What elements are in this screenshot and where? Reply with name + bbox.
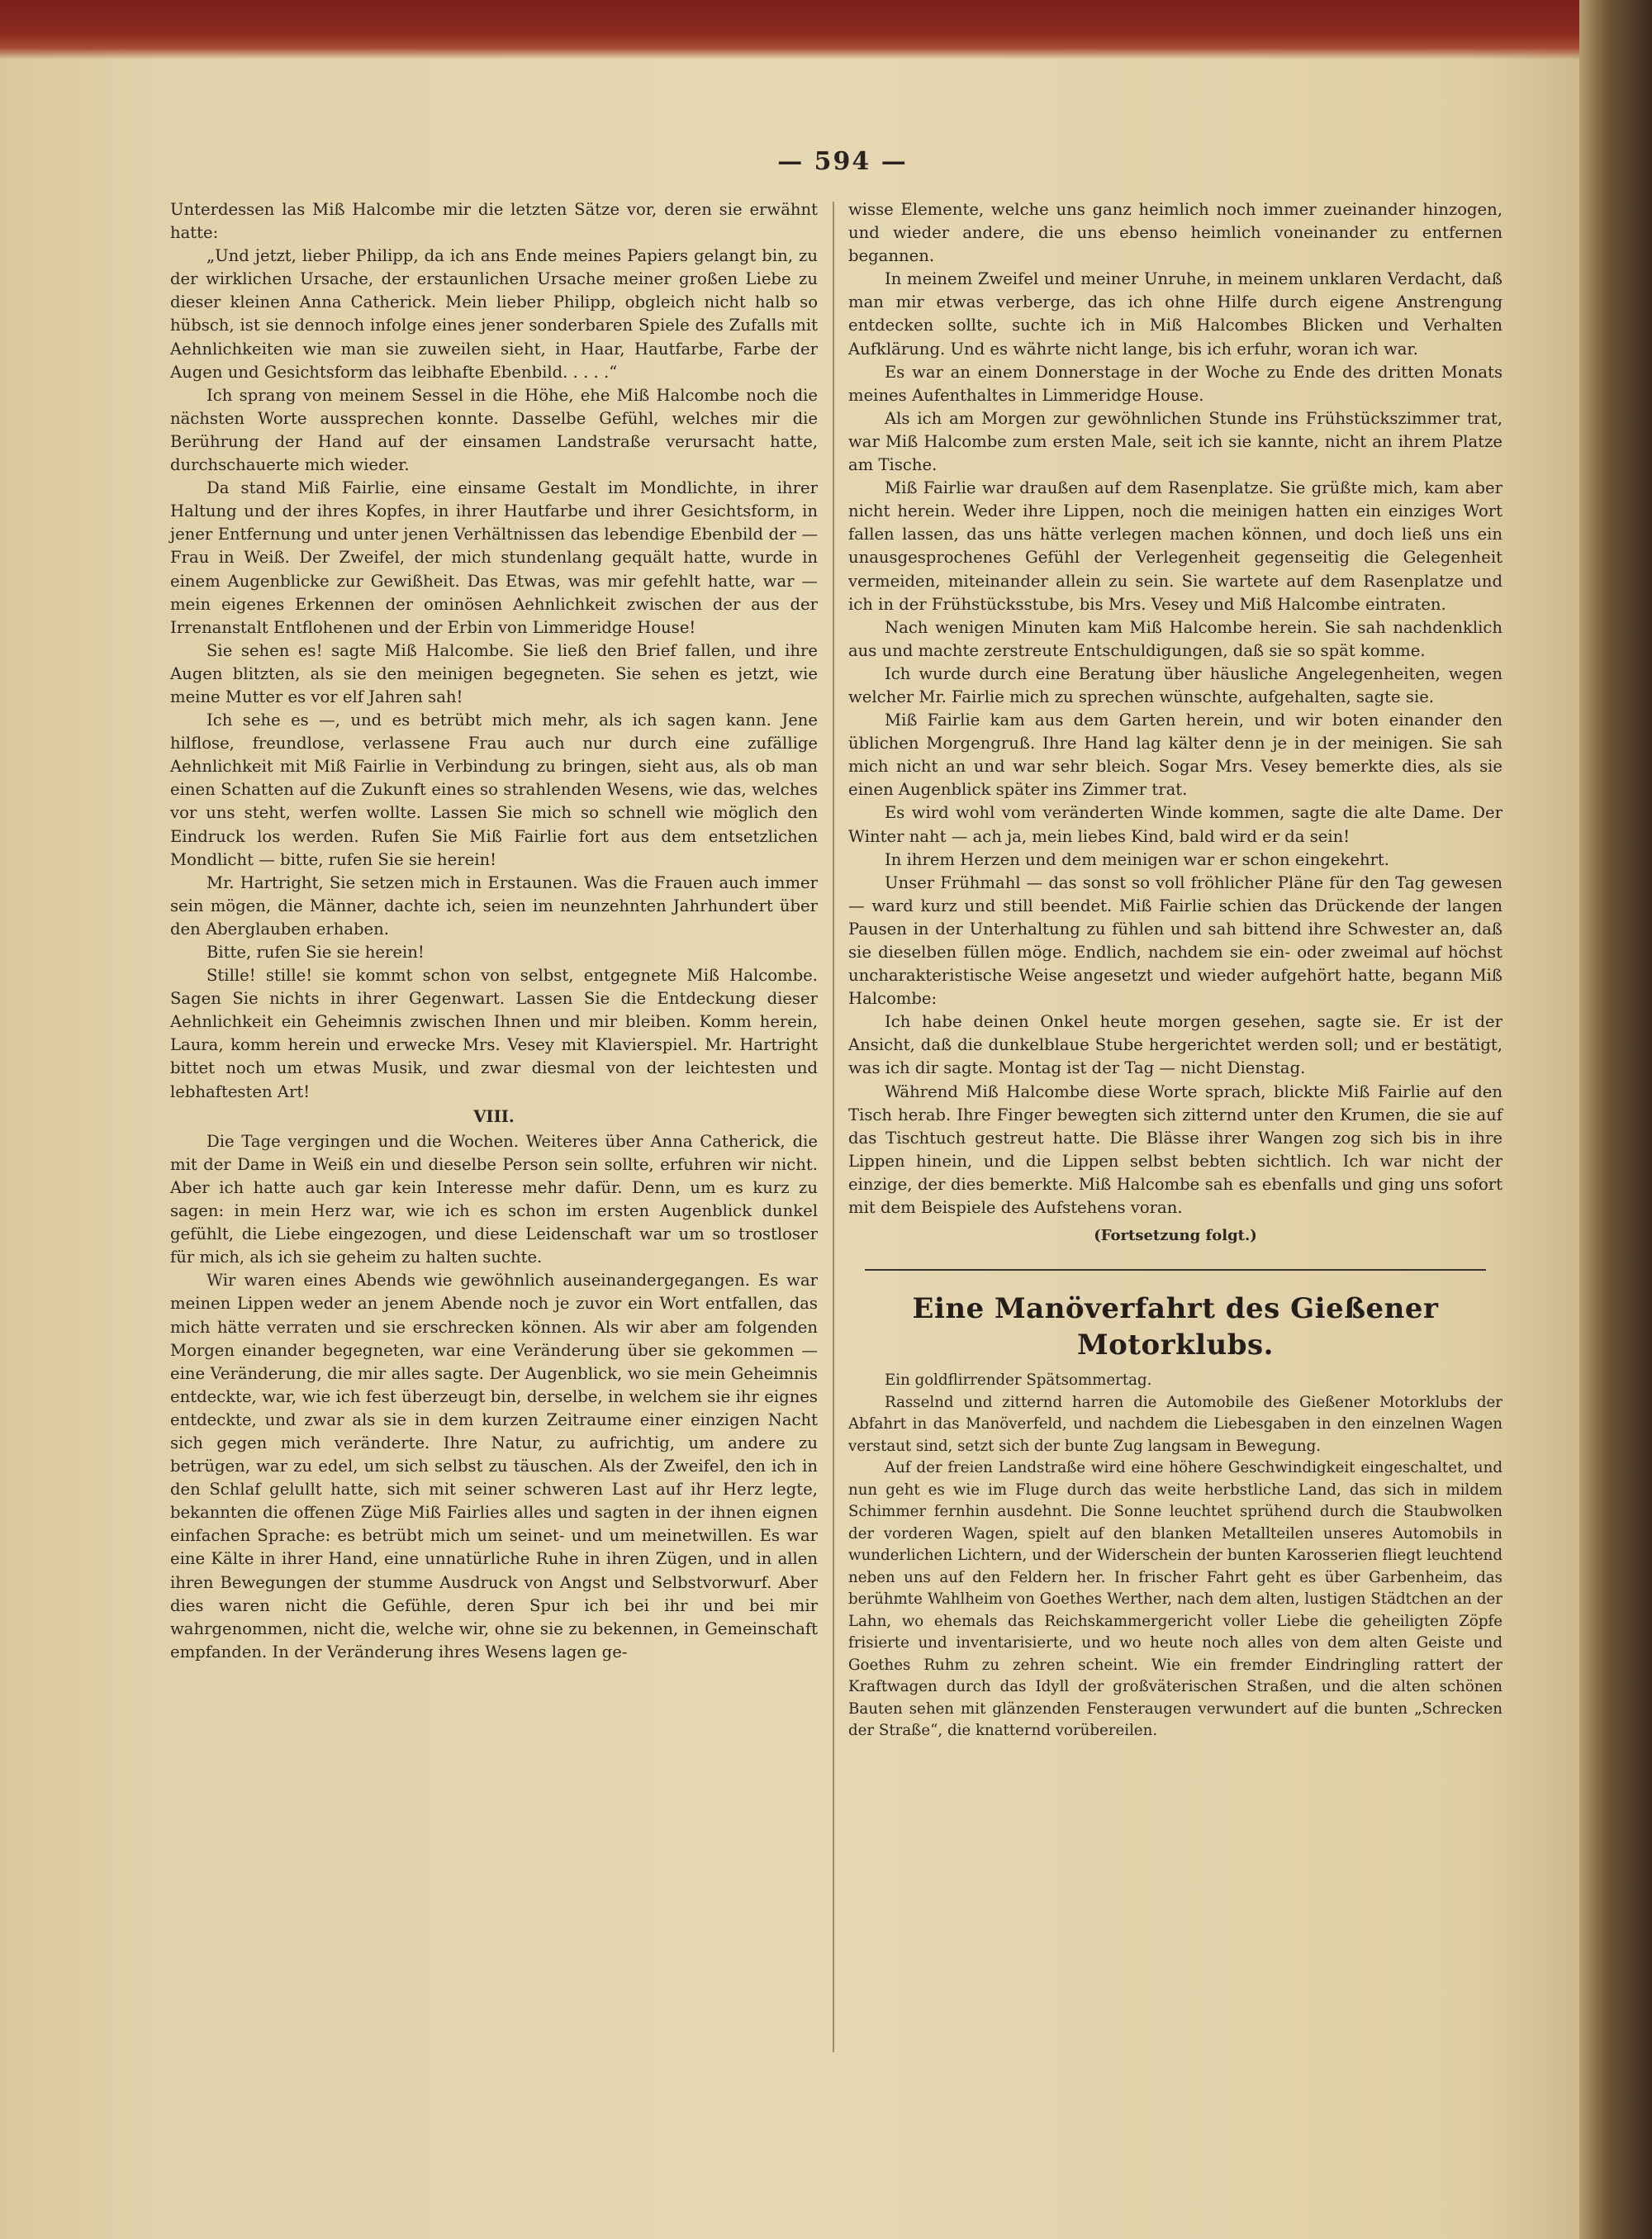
novel-paragraph: Mr. Hartright, Sie setzen mich in Erstaunen. Was die Frauen auch immer sein mögen, die Männer, dachte ich, seien im neunzehnten Jahrhundert über den Aberglauben erhaben. bbox=[170, 872, 818, 939]
novel-paragraph: Es war an einem Donnerstage in der Woche zu Ende des dritten Monats meines Aufenthaltes in Limmeridge House. bbox=[848, 362, 1502, 405]
novel-paragraph: Während Miß Halcombe diese Worte sprach, blickte Miß Fairlie auf den Tisch herab. Ihre Finger bewegten sich zitternd unter den Krumen, die sie auf das Tischtuch gestreut hatte. Die Blässe ihrer Wangen zog sich bis in ihre Lippen hinein, und die Lippen selbst bebten sichtlich. Ich war nicht der einzige, der dies bemerkte. Miß Halcombe sah es ebenfalls und ging uns sofort mit dem Beispiele des Aufstehens voran. bbox=[848, 1081, 1502, 1218]
novel-paragraph: Ich sprang von meinem Sessel in die Höhe, ehe Miß Halcombe noch die nächsten Worte aussprechen konnte. Dasselbe Gefühl, welches mir die Berührung der Hand auf der einsamen Landstraße verursacht hatte, durchschauerte mich wieder. bbox=[170, 385, 818, 475]
novel-paragraph: Da stand Miß Fairlie, eine einsame Gestalt im Mondlichte, in ihrer Haltung und der ihres Kopfes, in ihrer Hautfarbe und ihrer Gesichtsform, in jener Entfernung und unter jenen Verhältnissen das lebendige Ebenbild der — Frau in Weiß. Der Zweifel, der mich stundenlang gequält hatte, wurde in einem Augenblicke zur Gewißheit. Das Etwas, was mir gefehlt hatte, war — mein eigenes Erkennen der ominösen Aehnlichkeit zwischen der aus der Irrenanstalt Entflohenen und der Erbin von Limmeridge House! bbox=[170, 478, 818, 637]
novel-paragraph: Stille! stille! sie kommt schon von selbst, entgegnete Miß Halcombe. Sagen Sie nichts in ihrer Gegenwart. Lassen Sie die Entdeckung dieser Aehnlichkeit ein Geheimnis zwischen Ihnen und mir bleiben. Komm herein, Laura, komm herein und erwecke Mrs. Vesey mit Klavierspiel. Mr. Hartright bittet noch um etwas Musik, und zwar diesmal von der leichtesten und lebhaftesten Art! bbox=[170, 966, 818, 1101]
novel-paragraph: Nach wenigen Minuten kam Miß Halcombe herein. Sie sah nachdenklich aus und machte zerstreute Entschuldigungen, daß sie so spät komme. bbox=[848, 617, 1502, 660]
left-column bbox=[170, 198, 818, 1664]
motorclub-article bbox=[848, 1291, 1502, 1742]
novel-paragraph: Unterdessen las Miß Halcombe mir die letzten Sätze vor, deren sie erwähnt hatte: bbox=[170, 200, 818, 243]
article-paragraph: Ein goldflirrender Spätsommertag. bbox=[885, 1371, 1152, 1390]
right-column bbox=[848, 198, 1502, 1742]
article-title: Eine Manöverfahrt des Gießener Motorklubs. bbox=[912, 1292, 1439, 1362]
page-top-edge bbox=[0, 0, 1598, 59]
novel-paragraph: Als ich am Morgen zur gewöhnlichen Stunde ins Frühstückszimmer trat, war Miß Halcombe zum ersten Male, seit ich sie kannte, nicht an ihrem Platze am Tische. bbox=[848, 408, 1502, 475]
article-paragraph: Rasselnd und zitternd harren die Automobile des Gießener Motorklubs der Abfahrt in das Manöverfeld, und nachdem die Liebesgaben in den einzelnen Wagen verstaut sind, setzt sich der bunte Zug langsam in Bewegung. bbox=[848, 1393, 1502, 1455]
column-divider bbox=[833, 202, 834, 2052]
novel-paragraph: Miß Fairlie war draußen auf dem Rasenplatze. Sie grüßte mich, kam aber nicht herein. Weder ihre Lippen, noch die meinigen hatten ein einziges Wort fallen lassen, das uns hätte verlegen machen können, und doch ließ uns ein unausgesprochenes Gefühl der Verlegenheit gegenseitig die Gelegenheit vermeiden, miteinander allein zu sein. Sie wartete auf dem Rasenplatze und ich in der Frühstücksstube, bis Mrs. Vesey und Miß Halcombe eintraten. bbox=[848, 478, 1502, 614]
novel-paragraph: „Und jetzt, lieber Philipp, da ich ans Ende meines Papiers gelangt bin, zu der wirklichen Ursache, der erstaunlichen Ursache meiner großen Liebe zu dieser kleinen Anna Catherick. Mein lieber Philipp, obgleich nicht halb so hübsch, ist sie dennoch infolge eines jener sonderbaren Spiele des Zufalls mit Aehnlichkeiten wie man sie zuweilen sieht, in Haar, Hautfarbe, Farbe der Augen und Gesichtsform das leibhafte Ebenbild. . . . .“ bbox=[170, 246, 818, 382]
chapter-heading: VIII. bbox=[473, 1106, 515, 1126]
novel-paragraph: Ich habe deinen Onkel heute morgen gesehen, sagte sie. Er ist der Ansicht, daß die dunkelblaue Stube hergerichtet werden soll; und er bestätigt, was ich dir sagte. Montag ist der Tag — nicht Dienstag. bbox=[848, 1012, 1502, 1078]
novel-paragraph: Miß Fairlie kam aus dem Garten herein, und wir boten einander den üblichen Morgengruß. Ihre Hand lag kälter denn je in der meinigen. Sie sah mich nicht an und war sehr bleich. Sogar Mrs. Vesey bemerkte dies, als sie einen Augenblick später ins Zimmer trat. bbox=[848, 711, 1502, 800]
section-rule bbox=[865, 1269, 1486, 1271]
novel-paragraph: Sie sehen es! sagte Miß Halcombe. Sie ließ den Brief fallen, und ihre Augen blitzten, als sie den meinigen begegneten. Sie sehen es jetzt, wie meine Mutter es vor elf Jahren sah! bbox=[170, 640, 818, 706]
continuation-note: (Fortsetzung folgt.) bbox=[1094, 1227, 1257, 1245]
novel-paragraph: Unser Frühmahl — das sonst so voll fröhlicher Pläne für den Tag gewesen — ward kurz und still beendet. Miß Fairlie schien das Drückende der langen Pausen in der Unterhaltung zu fühlen und sah bittend ihre Schwester an, daß sie dieselben füllen möge. Endlich, nachdem sie ein- oder zweimal auf höchst uncharakteristische Weise angesetzt und wieder aufgehört hatte, begann Miß Halcombe: bbox=[848, 872, 1502, 1009]
book-spine-edge bbox=[1579, 0, 1652, 2239]
novel-paragraph: Ich sehe es —, und es betrübt mich mehr, als ich sagen kann. Jene hilflose, freundlose, verlassene Frau auch nur durch eine zufällige Aehnlichkeit mit Miß Fairlie in Verbindung zu bringen, sieht aus, als ob man einen Schatten auf die Zukunft eines so strahlenden Wesens, wie das, welches vor uns steht, werfen wollte. Lassen Sie mich so schnell wie möglich den Eindruck los werden. Rufen Sie Miß Fairlie fort aus dem entsetzlichen Mondlicht — bitte, rufen Sie sie herein! bbox=[170, 711, 818, 869]
novel-paragraph: Es wird wohl vom veränderten Winde kommen, sagte die alte Dame. Der Winter naht — ach ja, mein liebes Kind, bald wird er da sein! bbox=[848, 803, 1502, 846]
novel-paragraph: In meinem Zweifel und meiner Unruhe, in meinem unklaren Verdacht, daß man mir etwas verberge, das ich ohne Hilfe durch eigene Anstrengung entdecken sollte, suchte ich in Miß Halcombes Blicken und Verhalten Aufklärung. Und es währte nicht lange, bis ich erfuhr, woran ich war. bbox=[848, 269, 1502, 359]
novel-paragraph: In ihrem Herzen und dem meinigen war er schon eingekehrt. bbox=[885, 849, 1390, 869]
novel-paragraph: Die Tage vergingen und die Wochen. Weiteres über Anna Catherick, die mit der Dame in Weiß ein und dieselbe Person sein sollte, erfuhren wir nicht. Aber ich hatte auch gar kein Interesse mehr dafür. Denn, um es kurz zu sagen: in mein Herz war, wie ich es schon im ersten Augenblick dunkel gefühlt, die Liebe eingezogen, und diese Leidenschaft war um so trostloser für mich, als ich sie geheim zu halten suchte. bbox=[170, 1131, 818, 1267]
novel-paragraph: Wir waren eines Abends wie gewöhnlich auseinandergegangen. Es war meinen Lippen weder an jenem Abende noch je zuvor ein Wort entfallen, das mich hätte verraten und sie erschrecken können. Als wir aber am folgenden Morgen einander begegneten, war eine Veränderung über sie gekommen — eine Veränderung, die mir alles sagte. Der Augenblick, wo sie mein Geheimnis entdeckte, war, wie ich fest überzeugt bin, derselbe, in welchem sie ihr eignes entdeckte, und zwar als sie in dem kurzen Zeitraume einer einzigen Nacht sich gegen mich veränderte. Ihre Natur, zu aufrichtig, um andere zu betrügen, war zu edel, um sich selbst zu täuschen. Als der Zweifel, den ich in den Schlaf gelullt hatte, sich mit seiner schweren Last auf ihr Herz legte, bekannten die offenen Züge Miß Fairlies alles und sagten in der ihnen eignen einfachen Sprache: es betrübt mich um seinet- und um meinetwillen. Es war eine Kälte in ihrer Hand, eine unnatürliche Ruhe in ihren Zügen, und in allen ihren Bewegungen der stumme Ausdruck von Angst und Selbstvorwurf. Aber dies waren nicht die Gefühle, deren Spur ich bei ihr und bei mir wahrgenommen, nicht die, welche wir, ohne sie zu bekennen, in Gemeinschaft empfanden. In der Veränderung ihres Wesens lagen ge- bbox=[170, 1271, 818, 1661]
novel-paragraph: Ich wurde durch eine Beratung über häusliche Angelegenheiten, wegen welcher Mr. Fairlie mich zu sprechen wünschte, aufgehalten, sagte sie. bbox=[848, 663, 1502, 706]
novel-paragraph: Bitte, rufen Sie sie herein! bbox=[206, 943, 425, 962]
novel-paragraph: wisse Elemente, welche uns ganz heimlich noch immer zueinander hinzogen, und wieder andere, die uns ebenso heimlich voneinander zu entfernen begannen. bbox=[848, 200, 1502, 266]
page-number: — 594 — bbox=[777, 147, 908, 176]
article-body bbox=[848, 1370, 1502, 1742]
article-paragraph: Auf der freien Landstraße wird eine höhere Geschwindigkeit eingeschaltet, und nun geht es wie im Fluge durch das weite herbstliche Land, das sich in mildem Schimmer fernhin ausdehnt. Die Sonne leuchtet sprühend durch die Staubwolken der vorderen Wagen, spielt auf den blanken Metallteilen unseres Automobils in wunderlichen Lichtern, und der Widerschein der bunten Karosserien fliegt leuchtend neben uns auf den Feldern her. In frischer Fahrt geht es über Garbenheim, das berühmte Wahlheim von Goethes Werther, nach dem alten, lustigen Städtchen an der Lahn, wo ehemals das Reichskammergericht voller Liebe die geheiligten Zöpfe frisierte und inventarisierte, und wo heute noch alles von dem alten Geiste und Goethes Ruhm zu zehren scheint. Wie ein fremder Eindringling rattert der Kraftwagen durch das Idyll der großväterischen Straßen, und die alten schönen Bauten sehen mit glänzenden Fensteraugen verwundert auf die bunten „Schrecken der Straße“, die knatternd vorübereilen. bbox=[848, 1459, 1502, 1740]
